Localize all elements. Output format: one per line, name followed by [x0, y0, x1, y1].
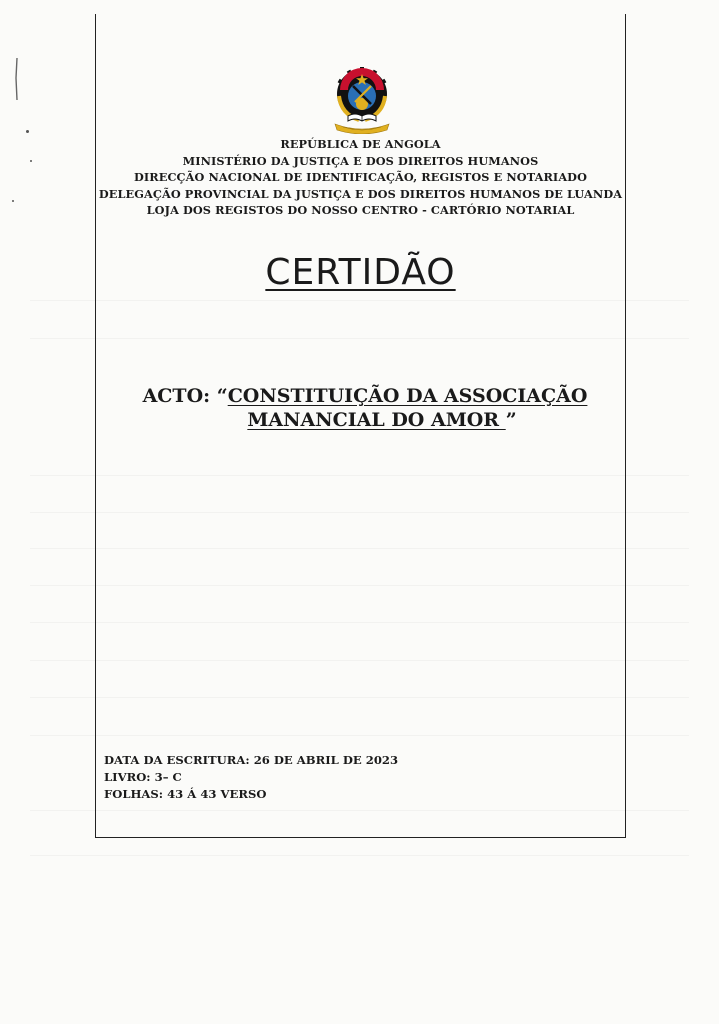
deed-book: LIVRO: 3– C [104, 770, 182, 784]
document-title [95, 252, 626, 293]
act-name-line2: MANANCIAL DO AMOR [247, 409, 506, 431]
scan-speck [12, 200, 14, 202]
header-ministry: MINISTÉRIO DA JUSTIÇA E DOS DIREITOS HUMANOS [182, 153, 539, 168]
act-suffix: ” [505, 409, 517, 431]
scan-speck [26, 130, 29, 133]
header-delegation: DELEGAÇÃO PROVINCIAL DA JUSTIÇA E DOS DIREITOS HUMANOS DE LUANDA [98, 186, 623, 201]
angola-coat-of-arms-icon [331, 66, 393, 134]
deed-pages: FOLHAS: 43 Á 43 VERSO [104, 787, 267, 801]
deed-details [104, 752, 398, 803]
header-directorate: DIRECÇÃO NACIONAL DE IDENTIFICAÇÃO, REGISTOS E NOTARIADO [133, 170, 588, 184]
document-title-text: CERTIDÃO [265, 252, 456, 293]
act-heading [130, 384, 600, 432]
scan-artifact [14, 58, 20, 100]
scan-speck [30, 160, 32, 162]
bleed-line [30, 855, 689, 856]
header-country: REPÚBLICA DE ANGOLA [280, 137, 441, 151]
institution-header [95, 136, 626, 219]
act-prefix: ACTO: “ [142, 385, 228, 407]
act-name-line1: CONSTITUIÇÃO DA ASSOCIAÇÃO [227, 385, 588, 407]
header-office: LOJA DOS REGISTOS DO NOSSO CENTRO - CARTÓRIO NOTARIAL [146, 203, 575, 217]
deed-date: DATA DA ESCRITURA: 26 DE ABRIL DE 2023 [104, 753, 399, 767]
